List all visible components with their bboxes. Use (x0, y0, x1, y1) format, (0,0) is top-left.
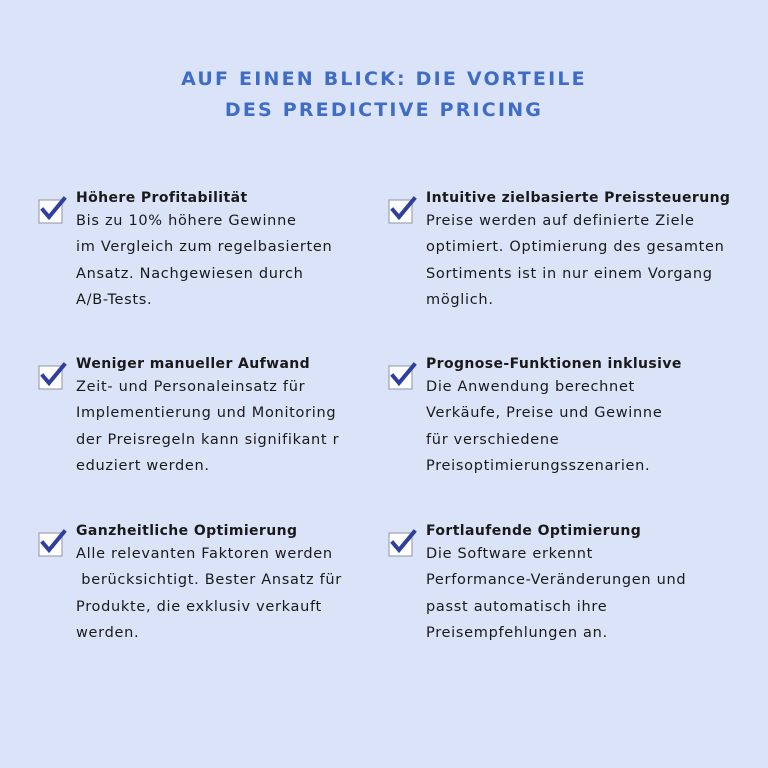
feature-line: Implementierung und Monitoring (76, 405, 337, 422)
feature-line: Zeit- und Personaleinsatz für (76, 379, 306, 395)
feature-line: Bis zu 10% höhere Gewinne (76, 213, 297, 229)
feature-line: eduziert werden. (76, 457, 210, 474)
feature-line: Preisempfehlungen an. (426, 624, 608, 641)
checkbox-checked-icon (38, 196, 64, 222)
page-title (0, 64, 768, 126)
feature-heading: Ganzheitliche Optimierung (76, 523, 298, 539)
feature-line: möglich. (426, 291, 494, 308)
feature-line: Die Software erkennt (426, 546, 594, 562)
feature-line: optimiert. Optimierung des gesamten (426, 239, 725, 256)
feature-description (426, 208, 726, 313)
feature-line: Preisoptimierungsszenarien. (426, 457, 651, 474)
feature-description (426, 541, 726, 646)
feature-line: Sortiments ist in nur einem Vorgang (426, 265, 713, 282)
feature-line: A/B-Tests. (76, 291, 153, 308)
feature-line: Performance-Veränderungen und (426, 572, 687, 589)
feature-description (76, 374, 376, 479)
feature-line: für verschiedene (426, 431, 560, 448)
feature-line: der Preisregeln kann signifikant r (76, 431, 340, 448)
feature-heading: Fortlaufende Optimierung (426, 523, 642, 539)
page-title-line-1: AUF EINEN BLICK: DIE VORTEILE (181, 68, 587, 90)
feature-heading: Weniger manueller Aufwand (76, 356, 311, 372)
feature-heading: Intuitive zielbasierte Preissteuerung (426, 190, 731, 206)
feature-line: passt automatisch ihre (426, 598, 608, 615)
checkbox-checked-icon (388, 362, 414, 388)
feature-line: Ansatz. Nachgewiesen durch (76, 265, 304, 282)
feature-line: Produkte, die exklusiv verkauft (76, 598, 322, 615)
checkbox-checked-icon (38, 529, 64, 555)
feature-description (426, 374, 726, 479)
feature-line: berücksichtigt. Bester Ansatz für (76, 572, 342, 589)
feature-line: Verkäufe, Preise und Gewinne (426, 405, 663, 422)
feature-heading: Prognose-Funktionen inklusive (426, 356, 682, 372)
feature-description (76, 541, 376, 646)
feature-line: im Vergleich zum regelbasierten (76, 239, 333, 256)
checkbox-checked-icon (388, 196, 414, 222)
feature-line: Die Anwendung berechnet (426, 379, 635, 395)
feature-line: werden. (76, 624, 140, 641)
feature-line: Alle relevanten Faktoren werden (76, 546, 333, 562)
page-title-line-2: DES PREDICTIVE PRICING (224, 99, 544, 121)
feature-heading: Höhere Profitabilität (76, 190, 248, 206)
feature-line: Preise werden auf definierte Ziele (426, 213, 695, 229)
checkbox-checked-icon (38, 362, 64, 388)
feature-description (76, 208, 376, 313)
checkbox-checked-icon (388, 529, 414, 555)
